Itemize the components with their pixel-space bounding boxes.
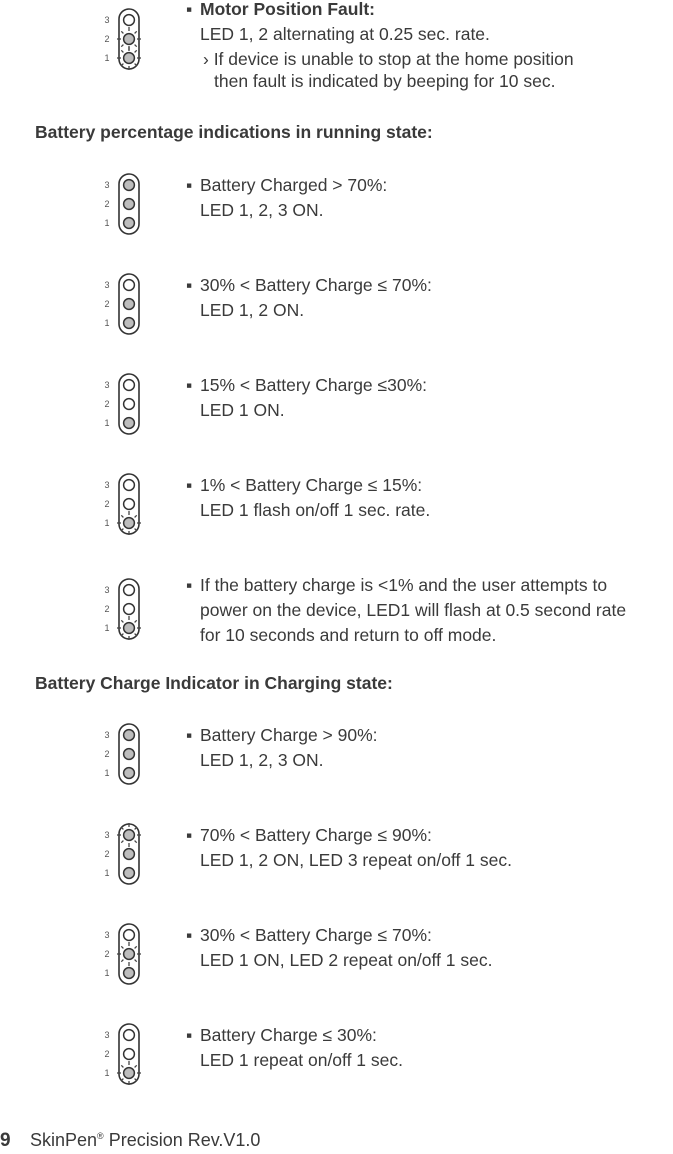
led-number-label: 2 (104, 604, 110, 614)
led-2 (124, 749, 135, 760)
led-indicator-icon (96, 8, 148, 72)
bullet: ▪ (186, 925, 193, 945)
item-line: If the battery charge is <1% and the user attempts to (200, 575, 608, 595)
led-number-label: 3 (104, 380, 110, 390)
item-title: 1% < Battery Charge ≤ 15%: (200, 475, 423, 495)
bullet: ▪ (186, 475, 193, 495)
led-number-label: 1 (104, 318, 110, 328)
led-number-label: 2 (104, 399, 110, 409)
led-number-label: 1 (104, 218, 110, 228)
item-desc: LED 1 repeat on/off 1 sec. (200, 1050, 404, 1070)
bullet: ▪ (186, 575, 193, 595)
bullet: ▪ (186, 725, 193, 745)
bullet: ▪ (186, 275, 193, 295)
led-number-label: 1 (104, 768, 110, 778)
doc-title: SkinPen® Precision Rev.V1.0 (30, 1130, 261, 1150)
led-number-label: 2 (104, 749, 110, 759)
led-number-label: 2 (104, 1049, 110, 1059)
led-2 (124, 849, 135, 860)
led-2 (124, 199, 135, 210)
item-title: 15% < Battery Charge ≤30%: (200, 375, 428, 395)
led-number-label: 2 (104, 949, 110, 959)
led-indicator-icon (96, 1023, 148, 1087)
led-1 (124, 418, 135, 429)
led-indicator-icon (96, 273, 148, 337)
led-number-label: 1 (104, 1068, 110, 1078)
page-footer (0, 1130, 261, 1152)
led-number-label: 1 (104, 968, 110, 978)
item-title: Battery Charge ≤ 30%: (200, 1025, 377, 1045)
led-indicator-icon (96, 173, 148, 237)
led-1 (124, 218, 135, 229)
item-line: for 10 seconds and return to off mode. (200, 625, 497, 645)
led-number-label: 3 (104, 480, 110, 490)
led-indicator-icon (96, 473, 148, 537)
motor-fault-sub1: › If device is unable to stop at the home position (203, 49, 574, 69)
led-2 (124, 949, 135, 960)
led-number-label: 1 (104, 623, 110, 633)
led-1 (124, 623, 135, 634)
led-number-label: 3 (104, 930, 110, 940)
led-indicator-icon (96, 723, 148, 787)
led-3 (124, 1030, 135, 1041)
led-2 (124, 34, 135, 45)
item-desc: LED 1, 2 ON. (200, 300, 305, 320)
running-heading: Battery percentage indications in running state: (35, 122, 433, 142)
led-number-label: 1 (104, 868, 110, 878)
led-indicator-icon (96, 823, 148, 887)
item-desc: LED 1 ON. (200, 400, 285, 420)
led-3 (124, 280, 135, 291)
led-number-label: 3 (104, 280, 110, 290)
led-3 (124, 380, 135, 391)
item-title: Battery Charge > 90%: (200, 725, 378, 745)
led-number-label: 3 (104, 730, 110, 740)
led-1 (124, 968, 135, 979)
item-title: 70% < Battery Charge ≤ 90%: (200, 825, 432, 845)
led-indicator-icon (96, 373, 148, 437)
led-3 (124, 15, 135, 26)
item-title: 30% < Battery Charge ≤ 70%: (200, 925, 432, 945)
led-number-label: 3 (104, 585, 110, 595)
bullet: ▪ (186, 1025, 193, 1045)
item-desc: LED 1, 2, 3 ON. (200, 750, 324, 770)
led-1 (124, 518, 135, 529)
led-number-label: 2 (104, 499, 110, 509)
led-number-label: 1 (104, 53, 110, 63)
led-number-label: 2 (104, 34, 110, 44)
led-number-label: 2 (104, 849, 110, 859)
item-desc: LED 1 flash on/off 1 sec. rate. (200, 500, 431, 520)
item-title: 30% < Battery Charge ≤ 70%: (200, 275, 432, 295)
bullet: ▪ (186, 175, 193, 195)
led-1 (124, 1068, 135, 1079)
led-2 (124, 1049, 135, 1060)
led-3 (124, 830, 135, 841)
led-indicator-icon (96, 923, 148, 987)
led-3 (124, 180, 135, 191)
led-number-label: 3 (104, 180, 110, 190)
led-3 (124, 930, 135, 941)
item-title: Battery Charged > 70%: (200, 175, 388, 195)
led-2 (124, 299, 135, 310)
bullet: ▪ (186, 375, 193, 395)
page-number: 9 (0, 1130, 11, 1151)
item-desc: LED 1, 2, 3 ON. (200, 200, 324, 220)
led-number-label: 2 (104, 199, 110, 209)
item-desc: LED 1, 2 ON, LED 3 repeat on/off 1 sec. (200, 850, 512, 870)
led-1 (124, 868, 135, 879)
led-number-label: 1 (104, 418, 110, 428)
led-3 (124, 480, 135, 491)
bullet: ▪ (186, 0, 193, 19)
led-2 (124, 499, 135, 510)
led-2 (124, 604, 135, 615)
charging-heading: Battery Charge Indicator in Charging state: (35, 673, 393, 693)
led-1 (124, 768, 135, 779)
led-number-label: 3 (104, 15, 110, 25)
led-number-label: 3 (104, 830, 110, 840)
led-1 (124, 53, 135, 64)
led-3 (124, 730, 135, 741)
motor-fault-title: Motor Position Fault: (200, 0, 375, 19)
led-1 (124, 318, 135, 329)
motor-fault-sub2: then fault is indicated by beeping for 10 sec. (214, 71, 556, 91)
led-number-label: 2 (104, 299, 110, 309)
led-number-label: 3 (104, 1030, 110, 1040)
item-line: power on the device, LED1 will flash at 0.5 second rate (200, 600, 627, 620)
led-2 (124, 399, 135, 410)
led-3 (124, 585, 135, 596)
led-indicator-icon (96, 578, 148, 642)
item-desc: LED 1 ON, LED 2 repeat on/off 1 sec. (200, 950, 493, 970)
led-number-label: 1 (104, 518, 110, 528)
motor-fault-desc: LED 1, 2 alternating at 0.25 sec. rate. (200, 24, 490, 44)
bullet: ▪ (186, 825, 193, 845)
